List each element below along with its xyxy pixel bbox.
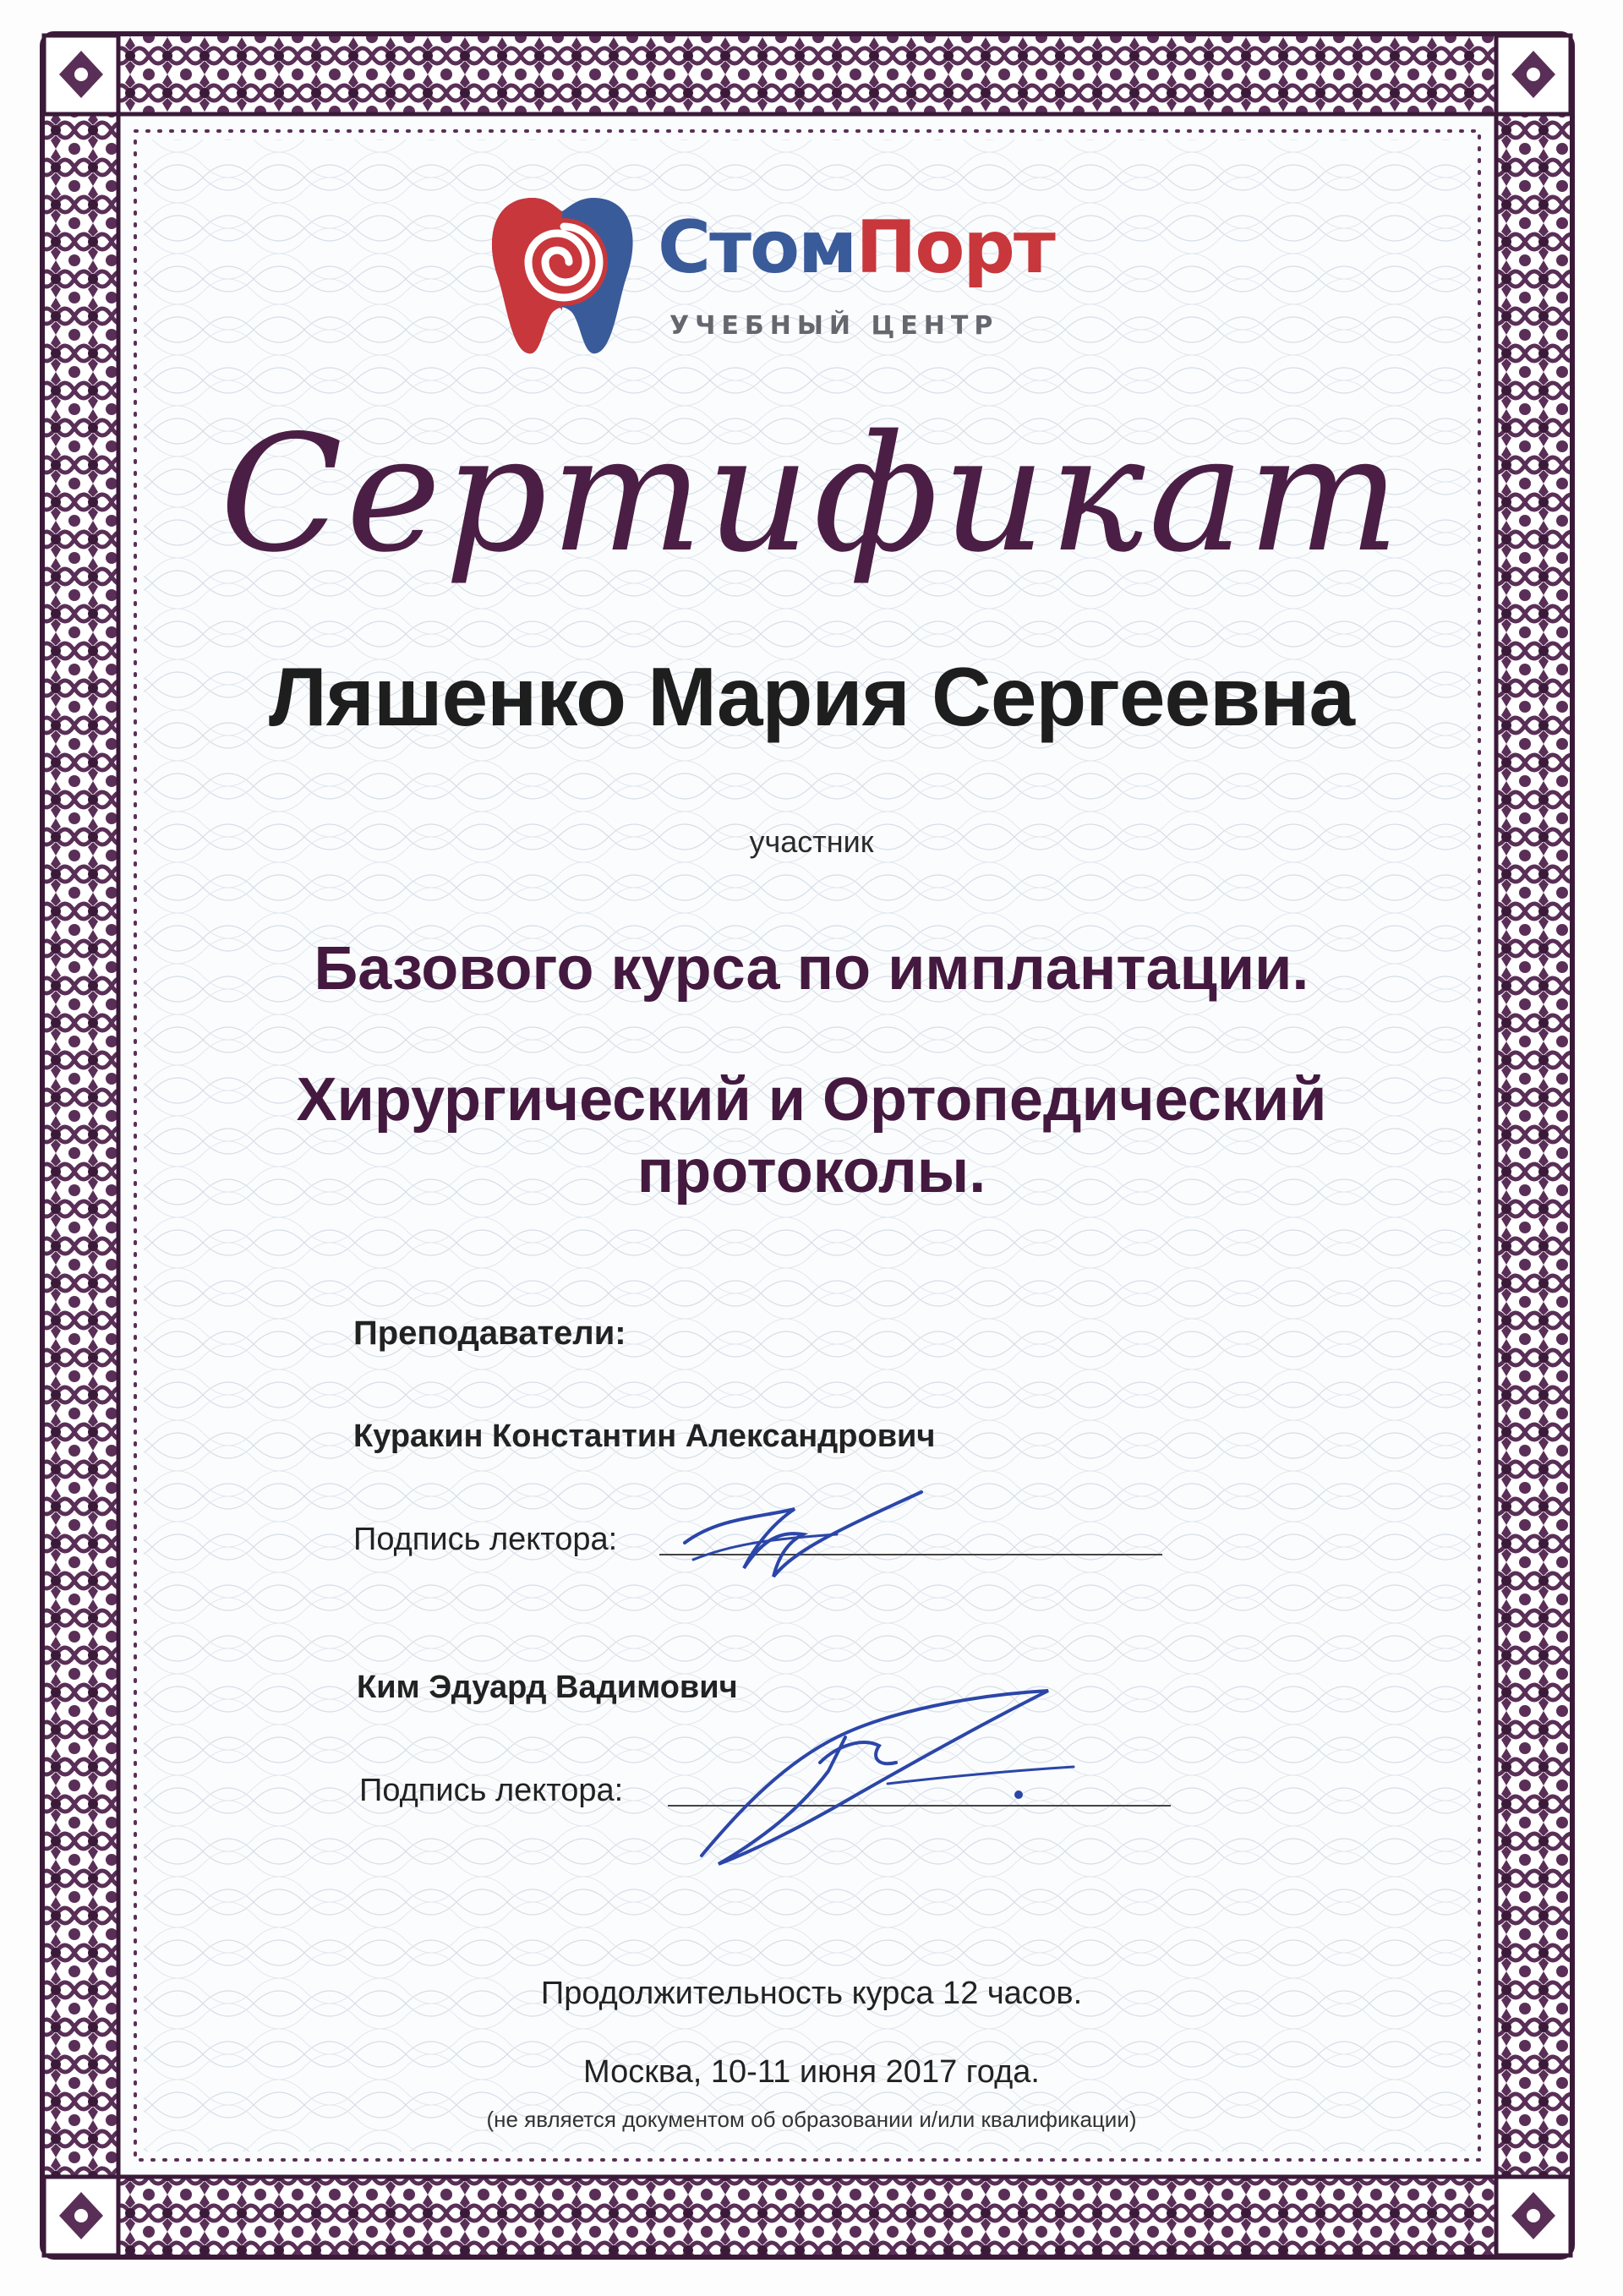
signature-label: Подпись лектора: bbox=[353, 1522, 618, 1557]
teacher-name: Ким Эдуард Вадимович bbox=[357, 1670, 738, 1705]
logo-subtitle: УЧЕБНЫЙ ЦЕНТР bbox=[669, 311, 999, 341]
logo-name-part2: Порт bbox=[855, 205, 1054, 290]
tooth-spiral-logo-icon bbox=[486, 193, 638, 358]
disclaimer: (не является документом об образовании и/или квалификации) bbox=[486, 2107, 1137, 2132]
teachers-heading: Преподаватели: bbox=[353, 1315, 626, 1352]
certificate-title: Сертификат bbox=[220, 401, 1403, 588]
recipient-name: Ляшенко Мария Сергеевна bbox=[269, 650, 1354, 743]
recipient-role: участник bbox=[749, 824, 874, 859]
course-title-line1: Базового курса по имплантации. bbox=[314, 935, 1309, 1003]
logo-name-part1: Стом bbox=[658, 205, 856, 290]
course-duration: Продолжительность курса 12 часов. bbox=[540, 1976, 1083, 2011]
signature-label: Подпись лектора: bbox=[359, 1773, 624, 1808]
logo-wordmark bbox=[658, 205, 1054, 290]
signature-mark bbox=[668, 1686, 1107, 1872]
signature-mark bbox=[668, 1484, 938, 1585]
course-title-line2: Хирургический и Ортопедический bbox=[296, 1066, 1327, 1134]
course-title-line3: протоколы. bbox=[637, 1138, 986, 1205]
place-and-date: Москва, 10-11 июня 2017 года. bbox=[583, 2054, 1040, 2090]
teacher-name: Куракин Константин Александрович bbox=[353, 1419, 936, 1454]
